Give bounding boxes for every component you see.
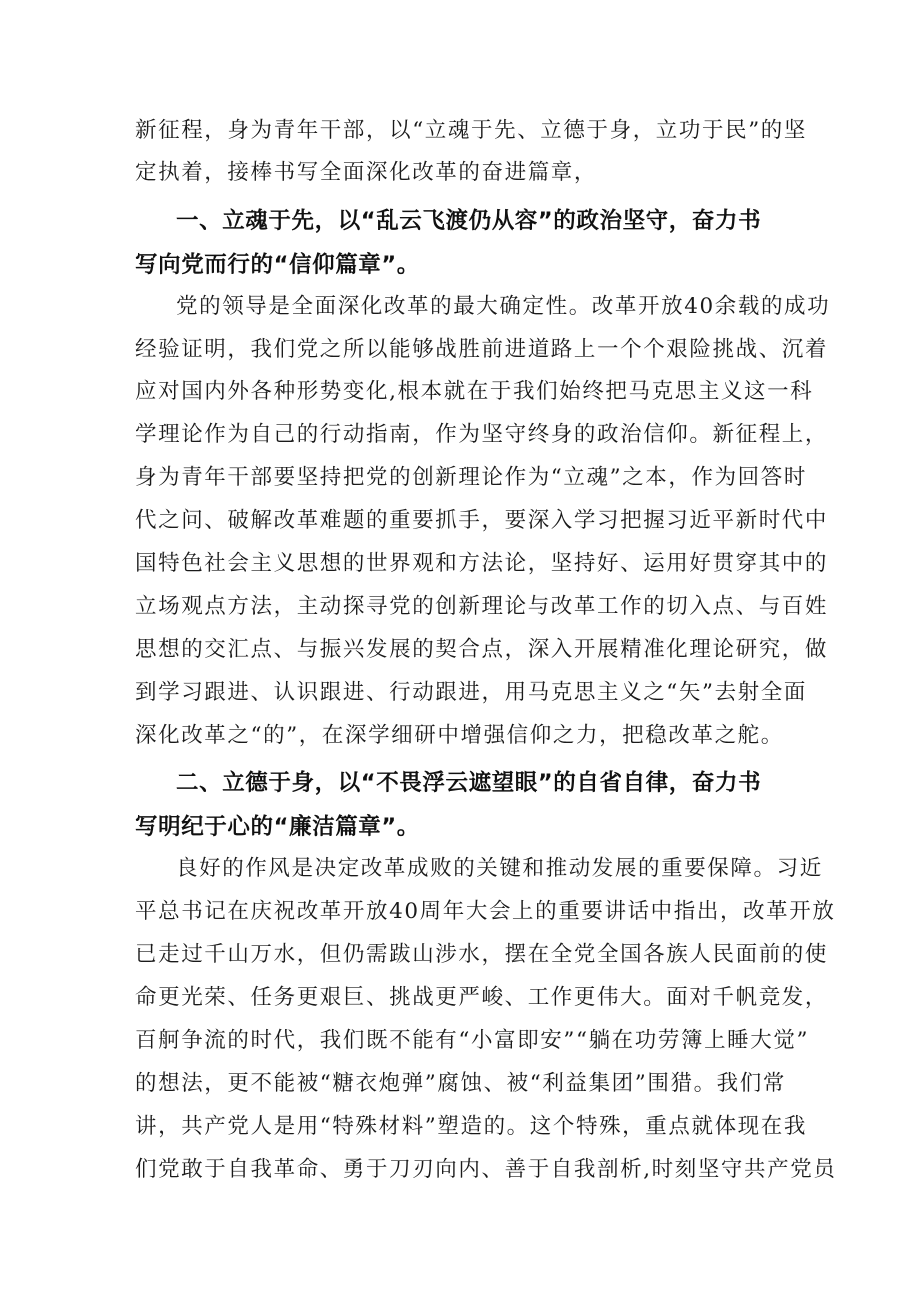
paragraph-line: 经验证明，我们党之所以能够战胜前进道路上一个个艰险挑战、沉着 [135, 337, 829, 362]
paragraph-line: 代之问、破解改革难题的重要抓手，要深入学习把握习近平新时代中 [135, 508, 829, 533]
section-heading-2: 二、立德于身，以“不畏浮云遮望眼”的自省自律，奋力书 [176, 770, 762, 796]
paragraph-line: 百舸争流的时代，我们既不能有“小富即安”“躺在功劳簿上睡大觉” [135, 1028, 810, 1053]
paragraph-line: 定执着，接棒书写全面深化改革的奋进篇章， [135, 160, 598, 185]
paragraph-line: 国特色社会主义思想的世界观和方法论，坚持好、运用好贯穿其中的 [135, 551, 829, 576]
paragraph-line: 平总书记在庆祝改革开放40周年大会上的重要讲话中指出，改革开放 [135, 899, 836, 924]
section-heading-2-cont: 写明纪于心的“廉洁篇章”。 [135, 814, 420, 840]
paragraph-line: 新征程，身为青年干部，以“立魂于先、立德于身，立功于民”的坚 [135, 118, 807, 143]
paragraph-line: 党的领导是全面深化改革的最大确定性。改革开放40余载的成功 [176, 294, 831, 319]
paragraph-line: 已走过千山万水，但仍需跋山涉水，摆在全党全国各族人民面前的使 [135, 942, 829, 967]
paragraph-line: 立场观点方法，主动探寻党的创新理论与改革工作的切入点、与百姓 [135, 594, 829, 619]
paragraph-line: 良好的作风是决定改革成败的关键和推动发展的重要保障。习近 [176, 856, 823, 881]
paragraph-line: 思想的交汇点、与振兴发展的契合点，深入开展精准化理论研究，做 [135, 637, 829, 662]
paragraph-line: 到学习跟进、认识跟进、行动跟进，用马克思主义之“矢”去射全面 [135, 680, 807, 705]
paragraph-line: 深化改革之“的”，在深学细研中增强信仰之力，把稳改革之舵。 [135, 723, 784, 748]
paragraph-line: 学理论作为自己的行动指南，作为坚守终身的政治信仰。新征程上， [135, 422, 829, 447]
paragraph-line: 的想法，更不能被“糖衣炮弹”腐蚀、被“利益集团”围猎。我们常 [135, 1071, 786, 1096]
section-heading-1-cont: 写向党而行的“信仰篇章”。 [135, 252, 420, 278]
paragraph-line: 应对国内外各种形势变化,根本就在于我们始终把马克思主义这一科 [135, 379, 814, 404]
paragraph-line: 身为青年干部要坚持把党的创新理论作为“立魂”之本，作为回答时 [135, 465, 807, 490]
paragraph-line: 命更光荣、任务更艰巨、挑战更严峻、工作更伟大。面对千帆竞发， [135, 985, 829, 1010]
paragraph-line: 讲，共产党人是用“特殊材料”塑造的。这个特殊，重点就体现在我 [135, 1114, 807, 1139]
paragraph-line: 们党敢于自我革命、勇于刀刃向内、善于自我剖析,时刻坚守共产党员 [135, 1157, 837, 1182]
section-heading-1: 一、立魂于先，以“乱云飞渡仍从容”的政治坚守，奋力书 [176, 208, 762, 234]
